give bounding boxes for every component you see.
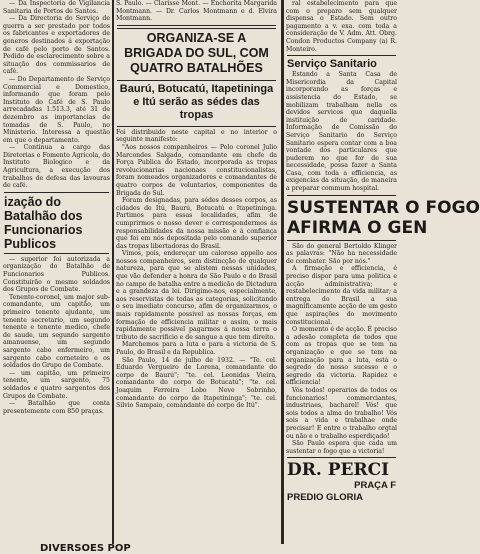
left-column <box>0 0 113 554</box>
right-divider-ad <box>287 457 396 458</box>
ad-line-2: PREDIO GLORIA <box>287 492 364 504</box>
right-big-title-1: SUSTENTAR O FOGO <box>287 197 480 218</box>
article-body <box>113 144 280 410</box>
right-divider-top <box>287 55 396 56</box>
article-paragraph: Foram designadas, para sédes desses corpos, as cidades de Itú, Baurú, Botucatú e Itapetininga. Partimos para essas localidades, afim de cumprirmos o nosso dever e correspondermos ás responsabilidades da nossa missão e á confiança que foi em nós depositada pelo comando superior das tropas libertadoras do Brasil. <box>116 197 277 250</box>
left-top-paragraph: — Continua a cargo das Diretorias e Fomento Agricola, do Instituto Biologico e da Agricultura, a execução dos trabalhos de defesa das lavouras de café. <box>3 144 110 190</box>
left-divider <box>4 192 109 193</box>
article-lead: Foi distribuido neste capital e no interior o seguinte manifesto: <box>116 128 277 144</box>
right-divider-big <box>287 240 396 241</box>
right-column <box>283 0 480 554</box>
article-paragraph: São Paulo, 14 de julho de 1932. — "Te. cel. Eduardo Vergueiro de Lorena, comandante do corpo de Baurú"; "te. cel. Leonidas Vieira, comandante do corpo de Botucatú"; "te. cel. Joaquim Ferreira Lobo Neve Sobrinho, comandante do corpo de Itapetininga"; "te. cel. Silvio Sampaio, comandante do corpo de Itú". <box>116 356 277 410</box>
right-divider-mid <box>287 195 396 196</box>
ad-line-1: PRAÇA F <box>354 480 396 492</box>
middle-divider-head <box>117 80 276 81</box>
left-body-paragraph: Tenente-coronel, um major sub-comandante, um capitão, um primeiro tenente ajudante, um tenente secretario, um segundo tenente e tenente medico, chefe de saude, um segundo sargento amanuense, um segundo sargento cabo enfermeiro, um sargento cabo corneteiro e os soldados do Grupo de Combate. <box>3 293 110 370</box>
left-body-paragraph: — Batalhão que conta presentemente com 850 praças. <box>3 400 110 415</box>
left-top-paragraph: — Da Inspectoria de Vigilancia Sanitaria de Portos de Santos. <box>3 0 110 15</box>
middle-divider-sub <box>117 126 276 127</box>
right-body-paragraph: São Paulo espera que cada um sustentar o fogo que a victoria! <box>286 440 397 455</box>
right-big-title-2: AFIRMA O GEN <box>287 217 428 238</box>
article-paragraph: "Aos nossos companheiros — Pelo coronel Julio Marcondes Salgado, comandante em chefe da Força Publica do Estado, incorporada as tropas revolucionarias nacionaes constitucionalistas, foram nomeados organizadores e comandantes de quatro corpos de voluntarios, componentes da Brigada do Sul. <box>116 143 277 197</box>
middle-top-strip: S. Paulo. — Clarisse Mont. — Enchorita Margarida Montmann. — Dr. Carlos Montmann e d. Elvira Montmann. <box>116 0 277 23</box>
middle-divider-top <box>117 25 276 26</box>
bottom-caption: DIVERSOES POP <box>0 544 400 554</box>
left-heading: ização do Batalhão dos Funcionarios Publicos <box>4 194 83 251</box>
article-headline: ORGANIZA-SE A BRIGADA DO SUL, COM QUATRO BATALHÕES <box>124 30 269 75</box>
right-body-paragraph: Vós todos! operarios de todos os funcionarios! commerciantes, industriaes, bacharel! Vós! que sois todos a alma do trabalho! Vós sois a vida e trabalhae onde precisar! E entre o trabalho orgtal ou não e o trabalho esperdiçado! <box>286 386 397 440</box>
left-top-text <box>0 0 113 190</box>
middle-column <box>113 0 280 554</box>
article-paragraph: Marchemos para a luta e para a victoria de S. Paulo, do Brasil e da Republica. <box>116 341 277 356</box>
section-title-sanitario: Serviço Sanitario <box>287 58 377 71</box>
right-body-paragraph: São do general Bertoldo Klinger as palavras: "Não ha necessidade de combater. São por nós." <box>286 242 397 265</box>
left-body-paragraph: — um capitão, um primeiro tenente, um sargento, 75 soldados e quatro sargentos dos Grupos de Combate. <box>3 369 110 400</box>
right-body-paragraph: O momento é de acção. É preciso a adesão completa de todos que com as tropas que se tem na organização e que se tem na organização para a luta, está o segredo do nosso sucesso e o segredo da victoria. Rapidez e efficiencia! <box>286 326 397 387</box>
right-section-text <box>283 71 400 193</box>
article-subhead: Baurú, Botucatú, Itapetininga e Itú serão as sédes das tropas <box>119 82 274 121</box>
left-top-paragraph: — Do Departamento de Serviço Commercial e Domestico, informando que foram pelo Instituto do Café de S. Paulo arrecadadas 1.513.3, até 31 de dezembro as importancias de tomadas de S. Paulo, no Ministerio. Interessa a questão em que o departamento. <box>3 75 110 144</box>
right-body-paragraph: A firmação e efficiencia, é preciso dispor para uma politica e acção administrativa; e restabelecimento da vida militar; a entrega do Brasil a sua magnificamente acção de um gesto que aspirações do movimento constitucional. <box>286 265 397 326</box>
ad-title: DR. PERCI <box>287 460 390 481</box>
left-body-text <box>0 256 113 415</box>
left-divider-2 <box>4 253 109 254</box>
middle-divider-top-2 <box>117 28 276 29</box>
left-body-paragraph: — superior foi autorizada a organização do Batalhão de Funcionarios Publicos. Constituirão o mesmo soldados dos Grupos de Combate. <box>3 255 110 294</box>
right-section-paragraph: Estando a Santa Casa de Misericordia da Capital incorporando as forças e assistencia do Estado, se mobilizam trabalham nella os devidos servicos que daquella instituição de caridade. Informação de Comissão do Serviço Sanitario do Serviço Sanitario espera contar com a boa vontade dos particulares que puderem no que for de sua necessidade, possa fazer a Santa Casa, com toda a efficiencia, as exigencias da situação, de maneira a preparar commum hospital. <box>286 71 397 193</box>
article-paragraph: Vimos, pois, endereçar um caloroso appello aos nossos companheiros, sem distincção de qualquer natureza, para que se alistem nessas unidades, que vão defender a honra de São Paulo e do Brasil no campo de batalha entre a medicão de Dictadura e a grandeza da lei. Dirigimo-nos, especialmente, aos reservistas de todas as categorias, solicitando o seu imediato concurso, afim de organizarmos, o mais rapidamente possivel as nossas forças, em formação de efficiencia militar e assim, o mais rapidamente possivel pagarmos á nossa terra o tributo de sacrificio e de sangue a que tem direito. <box>116 250 277 341</box>
right-top-text <box>283 0 400 53</box>
left-top-paragraph: — Da Directoria do Serviço de guerra a ser prestado por todos os fabricantes e exportadores de generos destinados á exportação de café pelo porto de Santos. Pedido de esclarecimento sobre a situação dos commissarios de café. <box>3 15 110 76</box>
right-top-paragraph: ral estabelecimento para que com o preparo sem qualquer dispensa o Estado. Sem outro pagamento a v. exa. com toda a consideração de V. Adm. Att. Obrg. Condon Productos Company (a) R. Monteiro. <box>286 0 397 53</box>
right-body-text <box>283 243 400 456</box>
